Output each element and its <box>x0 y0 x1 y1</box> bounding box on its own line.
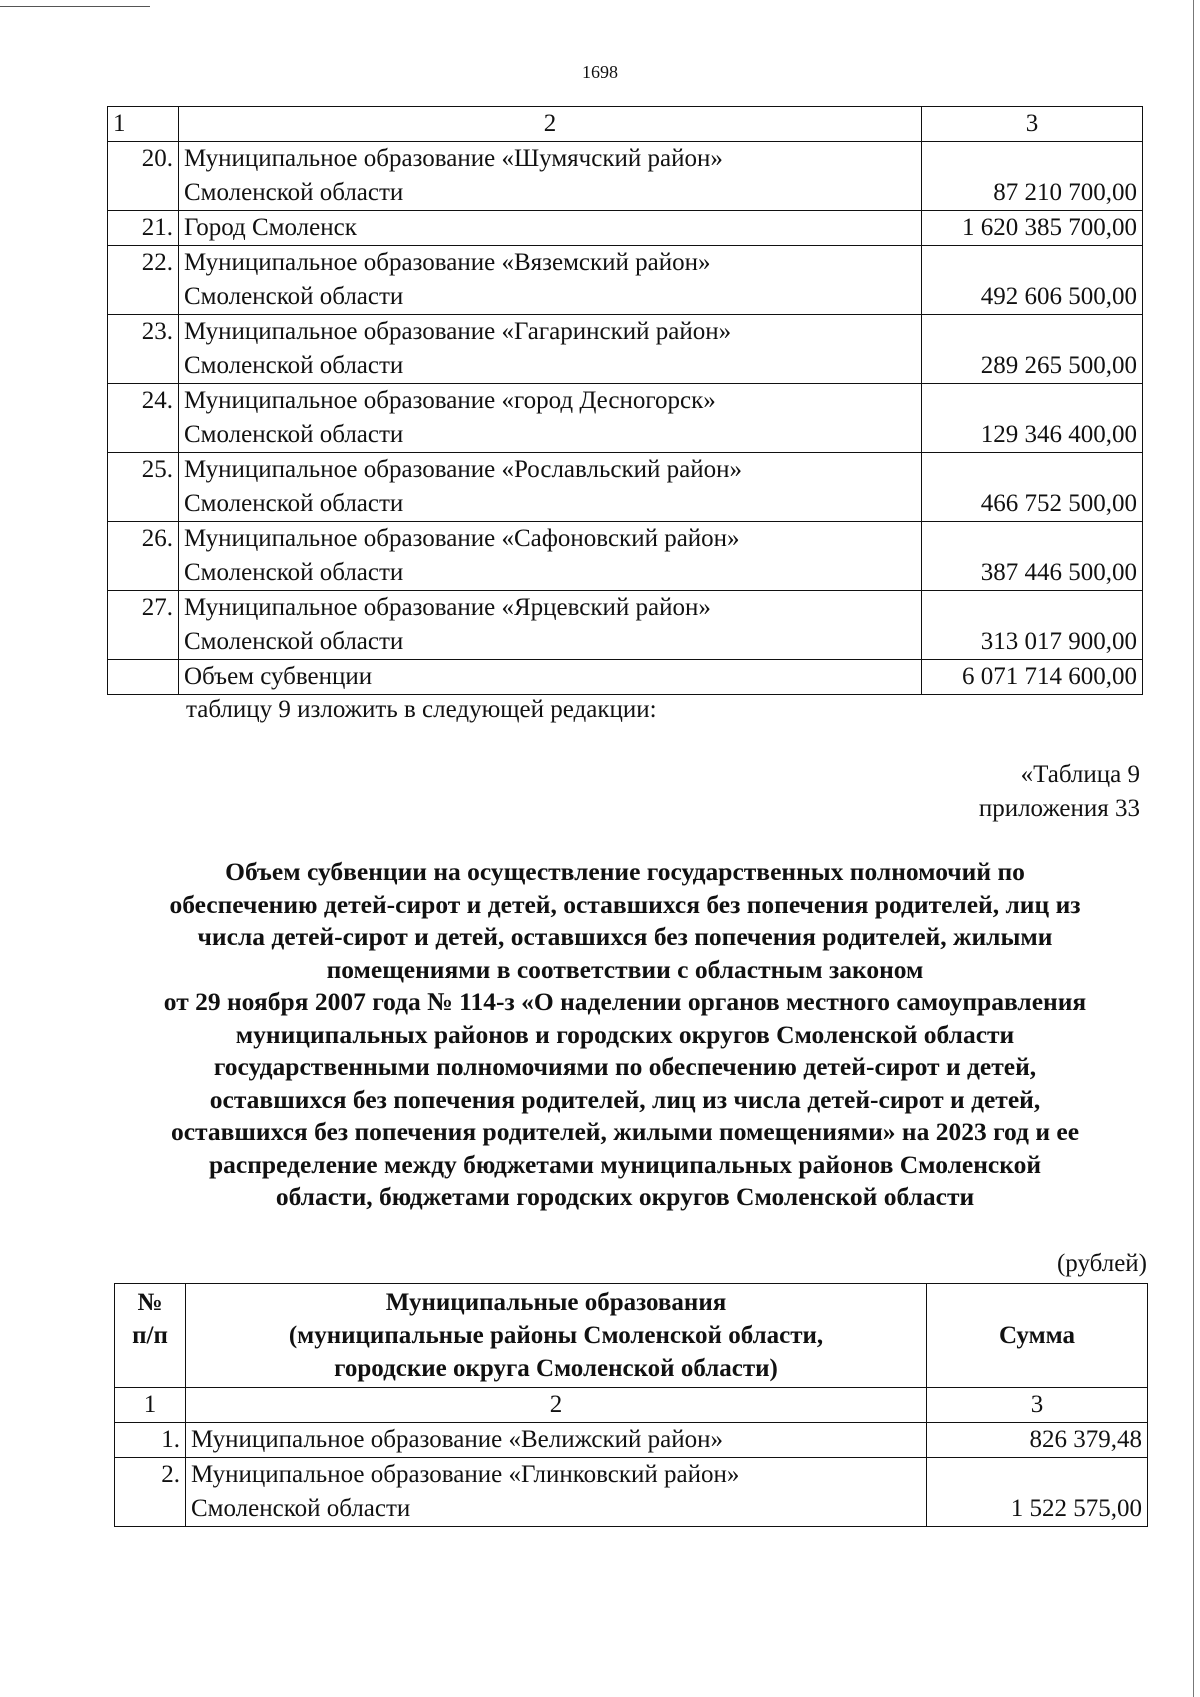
row-number: 21. <box>108 211 179 246</box>
row-name-line: Смоленской области <box>184 283 404 310</box>
row-name-line: Смоленской области <box>184 421 404 448</box>
row-sum: 313 017 900,00 <box>922 591 1143 660</box>
unit-label: (рублей) <box>1056 1250 1147 1277</box>
row-name-line: Смоленской области <box>191 1495 411 1522</box>
total-label: Объем субвенции <box>179 660 922 695</box>
row-number: 2. <box>115 1458 186 1527</box>
scan-edge-right <box>1193 0 1194 1697</box>
row-sum: 466 752 500,00 <box>922 453 1143 522</box>
title-line: оставшихся без попечения родителей, жилыми помещениями» на 2023 год и ее <box>170 1117 1080 1146</box>
row-name <box>186 1458 927 1527</box>
bottom-table <box>114 1283 1148 1527</box>
row-name <box>179 453 922 522</box>
table-reference <box>979 758 1140 826</box>
row-name <box>186 1423 927 1458</box>
row-name <box>179 384 922 453</box>
title-line: оставшихся без попечения родителей, лиц из числа детей-сирот и детей, <box>209 1084 1041 1114</box>
document-title <box>100 856 1150 1214</box>
table-row <box>115 1423 1148 1458</box>
table-row <box>108 591 1143 660</box>
title-line: обеспечению детей-сирот и детей, оставшихся без попечения родителей, лиц из <box>169 889 1081 919</box>
row-name-line: Смоленской области <box>184 559 404 586</box>
row-name-line: Смоленской области <box>184 352 404 379</box>
table-row <box>108 315 1143 384</box>
index-cell: 1 <box>115 1388 186 1423</box>
top-table <box>107 106 1143 695</box>
intro-text: таблицу 9 изложить в следующей редакции: <box>186 696 657 723</box>
table-reference-line: «Таблица 9 <box>1020 761 1140 788</box>
row-sum: 1 522 575,00 <box>927 1458 1148 1527</box>
header-number-cell <box>115 1284 186 1388</box>
header-cell: 2 <box>179 107 922 142</box>
row-sum: 87 210 700,00 <box>922 142 1143 211</box>
row-name-line: Муниципальное образование «Сафоновский район» <box>184 525 740 552</box>
table-row <box>108 453 1143 522</box>
table-row <box>115 1458 1148 1527</box>
row-name-line: Муниципальное образование «Шумячский район» <box>184 145 723 172</box>
row-name <box>179 591 922 660</box>
row-number: 27. <box>108 591 179 660</box>
table-row <box>108 211 1143 246</box>
header-cell: 3 <box>922 107 1143 142</box>
row-name-line: Муниципальное образование «Гагаринский район» <box>184 318 732 345</box>
table-row <box>108 246 1143 315</box>
page-number: 1698 <box>582 62 618 82</box>
table-row <box>108 522 1143 591</box>
table-header-row <box>108 107 1143 142</box>
row-name-line: Муниципальное образование «Ярцевский район» <box>184 594 711 621</box>
row-name-line: Муниципальное образование «Велижский район» <box>191 1426 723 1453</box>
table-row <box>108 142 1143 211</box>
header-name-cell <box>186 1284 927 1388</box>
row-sum: 492 606 500,00 <box>922 246 1143 315</box>
row-name-line: Город Смоленск <box>184 214 357 241</box>
title-line: распределение между бюджетами муниципальных районов Смоленской <box>208 1149 1042 1179</box>
title-line: муниципальных районов и городских округов Смоленской области <box>235 1019 1015 1049</box>
row-name-line: Муниципальное образование «Вяземский район» <box>184 249 711 276</box>
title-line: области, бюджетами городских округов Смоленской области <box>275 1182 975 1211</box>
title-line: государственными полномочиями по обеспечению детей-сирот и детей, <box>213 1052 1037 1081</box>
row-name-line: Смоленской области <box>184 490 404 517</box>
scan-edge-top <box>0 6 150 7</box>
row-number: 25. <box>108 453 179 522</box>
row-name-line: Смоленской области <box>184 179 404 206</box>
row-name <box>179 315 922 384</box>
row-number: 24. <box>108 384 179 453</box>
row-name-line: Муниципальное образование «город Десногорск» <box>184 387 716 414</box>
row-sum: 826 379,48 <box>927 1423 1148 1458</box>
header-name-line: (муниципальные районы Смоленской области, <box>288 1322 824 1349</box>
header-sum-cell: Сумма <box>927 1284 1148 1388</box>
row-number: 26. <box>108 522 179 591</box>
title-line: от 29 ноября 2007 года № 114-з «О наделении органов местного самоуправления <box>163 987 1087 1016</box>
row-name-line: Муниципальное образование «Рославльский район» <box>184 456 742 483</box>
row-number: 22. <box>108 246 179 315</box>
index-cell: 2 <box>186 1388 927 1423</box>
row-name-line: Смоленской области <box>184 628 404 655</box>
title-line: числа детей-сирот и детей, оставшихся без попечения родителей, жилыми <box>197 922 1053 951</box>
row-name-line: Муниципальное образование «Глинковский район» <box>191 1461 740 1488</box>
row-name <box>179 142 922 211</box>
table-row <box>108 384 1143 453</box>
row-name <box>179 211 922 246</box>
row-name <box>179 246 922 315</box>
header-name-line: городские округа Смоленской области) <box>334 1355 778 1382</box>
table-reference-line: приложения 33 <box>978 795 1140 822</box>
row-name <box>179 522 922 591</box>
row-sum: 289 265 500,00 <box>922 315 1143 384</box>
header-number-line: п/п <box>132 1322 168 1349</box>
title-line: помещениями в соответствии с областным законом <box>326 954 924 984</box>
table-header-row <box>115 1284 1148 1388</box>
total-row <box>108 660 1143 695</box>
total-sum: 6 071 714 600,00 <box>922 660 1143 695</box>
row-number: 20. <box>108 142 179 211</box>
total-number-cell <box>108 660 179 695</box>
row-number: 23. <box>108 315 179 384</box>
title-line: Объем субвенции на осуществление государственных полномочий по <box>225 857 1025 886</box>
header-name-line: Муниципальные образования <box>385 1289 727 1316</box>
row-sum: 1 620 385 700,00 <box>922 211 1143 246</box>
row-sum: 387 446 500,00 <box>922 522 1143 591</box>
index-cell: 3 <box>927 1388 1148 1423</box>
row-sum: 129 346 400,00 <box>922 384 1143 453</box>
row-number: 1. <box>115 1423 186 1458</box>
index-row <box>115 1388 1148 1423</box>
header-cell: 1 <box>108 107 179 142</box>
header-number-line: № <box>137 1289 163 1316</box>
